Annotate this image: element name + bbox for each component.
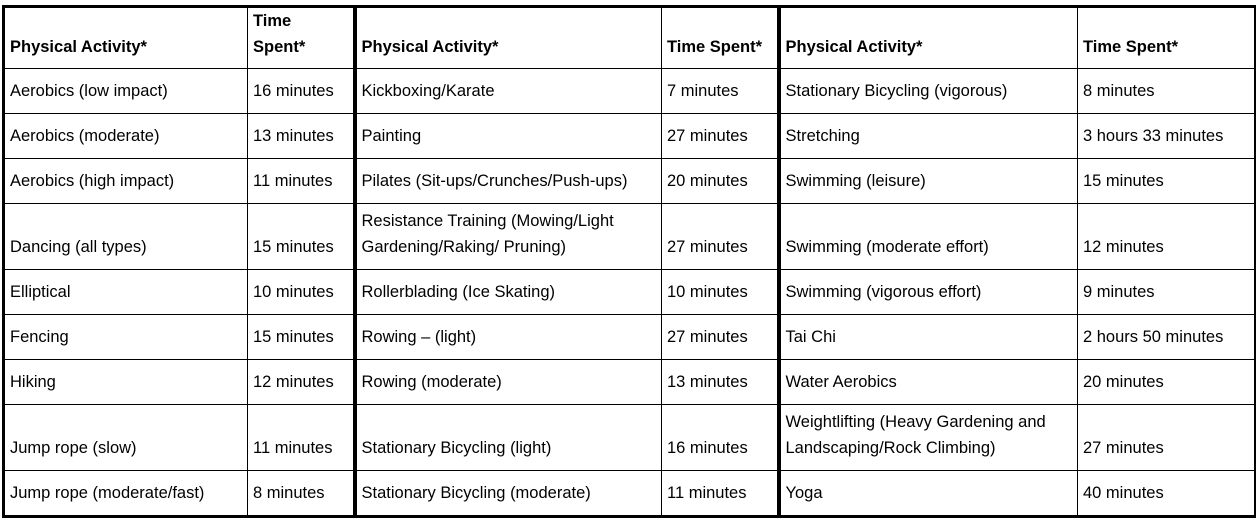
cell-time-3: 8 minutes xyxy=(1078,69,1256,114)
cell-activity-2: Rowing – (light) xyxy=(355,315,662,360)
cell-time-3: 2 hours 50 minutes xyxy=(1078,315,1256,360)
cell-time-1: 12 minutes xyxy=(248,360,355,405)
cell-time-1: 10 minutes xyxy=(248,270,355,315)
header-time-spent-2: Time Spent* xyxy=(662,7,779,69)
cell-activity-2: Stationary Bicycling (light) xyxy=(355,405,662,471)
cell-activity-3: Swimming (moderate effort) xyxy=(779,204,1078,270)
cell-activity-2: Rowing (moderate) xyxy=(355,360,662,405)
cell-time-2: 11 minutes xyxy=(662,471,779,517)
cell-time-1: 11 minutes xyxy=(248,405,355,471)
cell-time-3: 27 minutes xyxy=(1078,405,1256,471)
table-body xyxy=(4,69,1256,517)
cell-activity-3: Weightlifting (Heavy Gardening and Landscaping/Rock Climbing) xyxy=(779,405,1078,471)
header-time-spent-3: Time Spent* xyxy=(1078,7,1256,69)
cell-time-3: 40 minutes xyxy=(1078,471,1256,517)
cell-time-3: 20 minutes xyxy=(1078,360,1256,405)
cell-time-1: 16 minutes xyxy=(248,69,355,114)
cell-activity-3: Tai Chi xyxy=(779,315,1078,360)
cell-time-1: 15 minutes xyxy=(248,315,355,360)
cell-activity-1: Hiking xyxy=(4,360,248,405)
cell-time-3: 12 minutes xyxy=(1078,204,1256,270)
cell-time-2: 16 minutes xyxy=(662,405,779,471)
cell-activity-3: Swimming (leisure) xyxy=(779,159,1078,204)
cell-time-2: 27 minutes xyxy=(662,114,779,159)
table-row xyxy=(4,204,1256,270)
cell-activity-1: Elliptical xyxy=(4,270,248,315)
table-row xyxy=(4,471,1256,517)
table-row xyxy=(4,315,1256,360)
cell-time-2: 10 minutes xyxy=(662,270,779,315)
table-row xyxy=(4,114,1256,159)
cell-activity-1: Jump rope (moderate/fast) xyxy=(4,471,248,517)
table-row xyxy=(4,405,1256,471)
cell-activity-2: Painting xyxy=(355,114,662,159)
header-row xyxy=(4,7,1256,69)
header-physical-activity-1: Physical Activity* xyxy=(4,7,248,69)
cell-activity-2: Stationary Bicycling (moderate) xyxy=(355,471,662,517)
table-row xyxy=(4,159,1256,204)
table-row xyxy=(4,360,1256,405)
cell-time-1: 11 minutes xyxy=(248,159,355,204)
header-physical-activity-3: Physical Activity* xyxy=(779,7,1078,69)
cell-time-3: 9 minutes xyxy=(1078,270,1256,315)
table-row xyxy=(4,270,1256,315)
cell-time-2: 27 minutes xyxy=(662,315,779,360)
cell-activity-1: Aerobics (low impact) xyxy=(4,69,248,114)
header-time-spent-1: Time Spent* xyxy=(248,7,355,69)
cell-activity-3: Water Aerobics xyxy=(779,360,1078,405)
cell-activity-1: Aerobics (high impact) xyxy=(4,159,248,204)
cell-activity-2: Rollerblading (Ice Skating) xyxy=(355,270,662,315)
cell-activity-3: Stretching xyxy=(779,114,1078,159)
cell-time-1: 8 minutes xyxy=(248,471,355,517)
cell-activity-2: Pilates (Sit-ups/Crunches/Push-ups) xyxy=(355,159,662,204)
cell-time-2: 20 minutes xyxy=(662,159,779,204)
cell-time-3: 15 minutes xyxy=(1078,159,1256,204)
cell-activity-2: Resistance Training (Mowing/Light Gardening/Raking/ Pruning) xyxy=(355,204,662,270)
cell-activity-3: Yoga xyxy=(779,471,1078,517)
table-row xyxy=(4,69,1256,114)
cell-time-2: 27 minutes xyxy=(662,204,779,270)
cell-time-1: 15 minutes xyxy=(248,204,355,270)
cell-activity-3: Stationary Bicycling (vigorous) xyxy=(779,69,1078,114)
cell-activity-1: Dancing (all types) xyxy=(4,204,248,270)
cell-activity-1: Jump rope (slow) xyxy=(4,405,248,471)
cell-time-2: 13 minutes xyxy=(662,360,779,405)
cell-activity-2: Kickboxing/Karate xyxy=(355,69,662,114)
header-physical-activity-2: Physical Activity* xyxy=(355,7,662,69)
cell-time-1: 13 minutes xyxy=(248,114,355,159)
cell-time-2: 7 minutes xyxy=(662,69,779,114)
activity-time-table xyxy=(2,5,1256,518)
cell-time-3: 3 hours 33 minutes xyxy=(1078,114,1256,159)
cell-activity-1: Aerobics (moderate) xyxy=(4,114,248,159)
cell-activity-3: Swimming (vigorous effort) xyxy=(779,270,1078,315)
cell-activity-1: Fencing xyxy=(4,315,248,360)
